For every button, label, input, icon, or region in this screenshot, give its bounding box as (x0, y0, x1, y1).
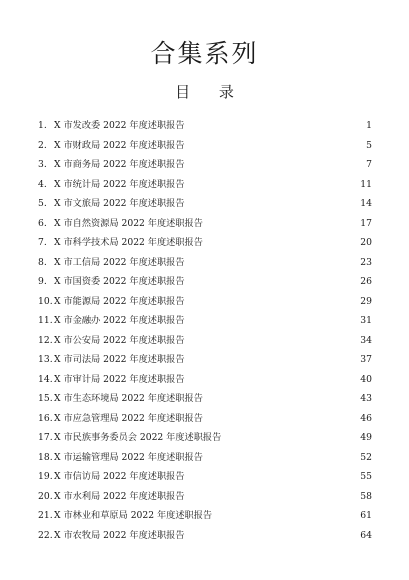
toc-entry-page: 20 (360, 237, 372, 248)
toc-entry-page: 37 (360, 354, 372, 365)
toc-entry-page: 34 (360, 334, 372, 346)
toc-entry[interactable] (38, 409, 372, 429)
toc-entry-number: 3. (38, 159, 47, 170)
toc-entry-title: X 市信访局 2022 年度述职报告 (54, 471, 185, 482)
toc-entry-page: 1 (366, 120, 372, 131)
toc-entry-title: X 市能源局 2022 年度述职报告 (54, 295, 185, 307)
toc-entry-number: 4. (38, 178, 47, 190)
toc-entry-page: 58 (360, 490, 372, 502)
toc-heading: 目 录 (175, 83, 246, 101)
toc-entry-title: X 市自然资源局 2022 年度述职报告 (54, 217, 203, 229)
toc-entry-title: X 市生态环境局 2022 年度述职报告 (54, 393, 203, 404)
toc-entry-number: 21. (38, 510, 53, 521)
toc-entry[interactable] (38, 116, 372, 136)
toc-entry-number: 7. (38, 237, 47, 248)
toc-entry-page: 7 (366, 159, 372, 170)
toc-entry[interactable] (38, 487, 372, 507)
toc-entry[interactable] (38, 506, 372, 526)
document-title: 合集系列 (150, 39, 259, 68)
toc-entry-page: 5 (366, 139, 372, 151)
toc-entry[interactable] (38, 233, 372, 253)
toc-entry-title: X 市林业和草原局 2022 年度述职报告 (54, 510, 213, 521)
toc-entry-page: 26 (360, 276, 372, 287)
toc-entry-title: X 市发改委 2022 年度述职报告 (54, 120, 185, 131)
toc-entry-page: 49 (360, 432, 372, 443)
toc-entry-number: 5. (38, 198, 47, 209)
toc-entry-title: X 市国资委 2022 年度述职报告 (54, 276, 185, 287)
toc-entry-page: 14 (360, 198, 372, 209)
toc-entry-number: 15. (38, 393, 53, 404)
toc-entry-title: X 市工信局 2022 年度述职报告 (54, 256, 185, 268)
toc-entry[interactable] (38, 311, 372, 331)
toc-entry-title: X 市审计局 2022 年度述职报告 (54, 373, 185, 385)
toc-entry[interactable] (38, 526, 372, 546)
toc-entry-page: 52 (360, 451, 372, 463)
toc-list (38, 116, 372, 545)
toc-entry[interactable] (38, 292, 372, 312)
toc-entry-page: 17 (360, 217, 372, 229)
toc-entry-page: 29 (360, 295, 372, 307)
toc-entry-page: 55 (360, 471, 372, 482)
toc-entry[interactable] (38, 214, 372, 234)
toc-entry-title: X 市统计局 2022 年度述职报告 (54, 178, 185, 190)
toc-entry-title: X 市科学技术局 2022 年度述职报告 (54, 237, 203, 248)
toc-entry-number: 11. (38, 315, 53, 326)
toc-entry-page: 61 (360, 510, 372, 521)
toc-entry[interactable] (38, 350, 372, 370)
toc-entry-title: X 市司法局 2022 年度述职报告 (54, 354, 185, 365)
toc-entry[interactable] (38, 253, 372, 273)
toc-entry-title: X 市金融办 2022 年度述职报告 (54, 315, 185, 326)
toc-entry-number: 2. (38, 139, 47, 151)
toc-entry[interactable] (38, 136, 372, 156)
toc-entry-title: X 市财政局 2022 年度述职报告 (54, 139, 185, 151)
toc-entry[interactable] (38, 428, 372, 448)
toc-entry-number: 6. (38, 217, 47, 229)
toc-entry-number: 1. (38, 120, 47, 131)
toc-entry-number: 12. (38, 334, 53, 346)
toc-entry-page: 23 (360, 256, 372, 268)
toc-entry-number: 8. (38, 256, 47, 268)
toc-entry-title: X 市公安局 2022 年度述职报告 (54, 334, 185, 346)
toc-entry-number: 16. (38, 412, 53, 424)
toc-entry-number: 22. (38, 529, 53, 541)
toc-entry[interactable] (38, 467, 372, 487)
toc-entry-page: 46 (360, 412, 372, 424)
toc-entry-page: 40 (360, 373, 372, 385)
toc-entry[interactable] (38, 331, 372, 351)
toc-entry-title: X 市商务局 2022 年度述职报告 (54, 159, 185, 170)
toc-entry[interactable] (38, 175, 372, 195)
toc-entry-page: 43 (360, 393, 372, 404)
toc-entry[interactable] (38, 370, 372, 390)
toc-entry-number: 13. (38, 354, 53, 365)
toc-entry-number: 10. (38, 295, 53, 307)
toc-entry-page: 31 (360, 315, 372, 326)
toc-entry-number: 20. (38, 490, 53, 502)
toc-entry[interactable] (38, 155, 372, 175)
toc-entry-title: X 市文旅局 2022 年度述职报告 (54, 198, 185, 209)
toc-entry[interactable] (38, 389, 372, 409)
toc-entry[interactable] (38, 194, 372, 214)
toc-entry[interactable] (38, 448, 372, 468)
toc-entry[interactable] (38, 272, 372, 292)
toc-entry-page: 11 (360, 178, 372, 190)
toc-entry-number: 18. (38, 451, 53, 463)
toc-entry-page: 64 (360, 529, 372, 541)
toc-entry-number: 17. (38, 432, 53, 443)
toc-entry-title: X 市民族事务委员会 2022 年度述职报告 (54, 432, 222, 443)
toc-entry-title: X 市应急管理局 2022 年度述职报告 (54, 412, 203, 424)
toc-entry-number: 14. (38, 373, 53, 385)
toc-entry-number: 9. (38, 276, 47, 287)
toc-entry-title: X 市运输管理局 2022 年度述职报告 (54, 451, 203, 463)
toc-entry-title: X 市水利局 2022 年度述职报告 (54, 490, 185, 502)
toc-entry-number: 19. (38, 471, 53, 482)
toc-entry-title: X 市农牧局 2022 年度述职报告 (54, 529, 185, 541)
